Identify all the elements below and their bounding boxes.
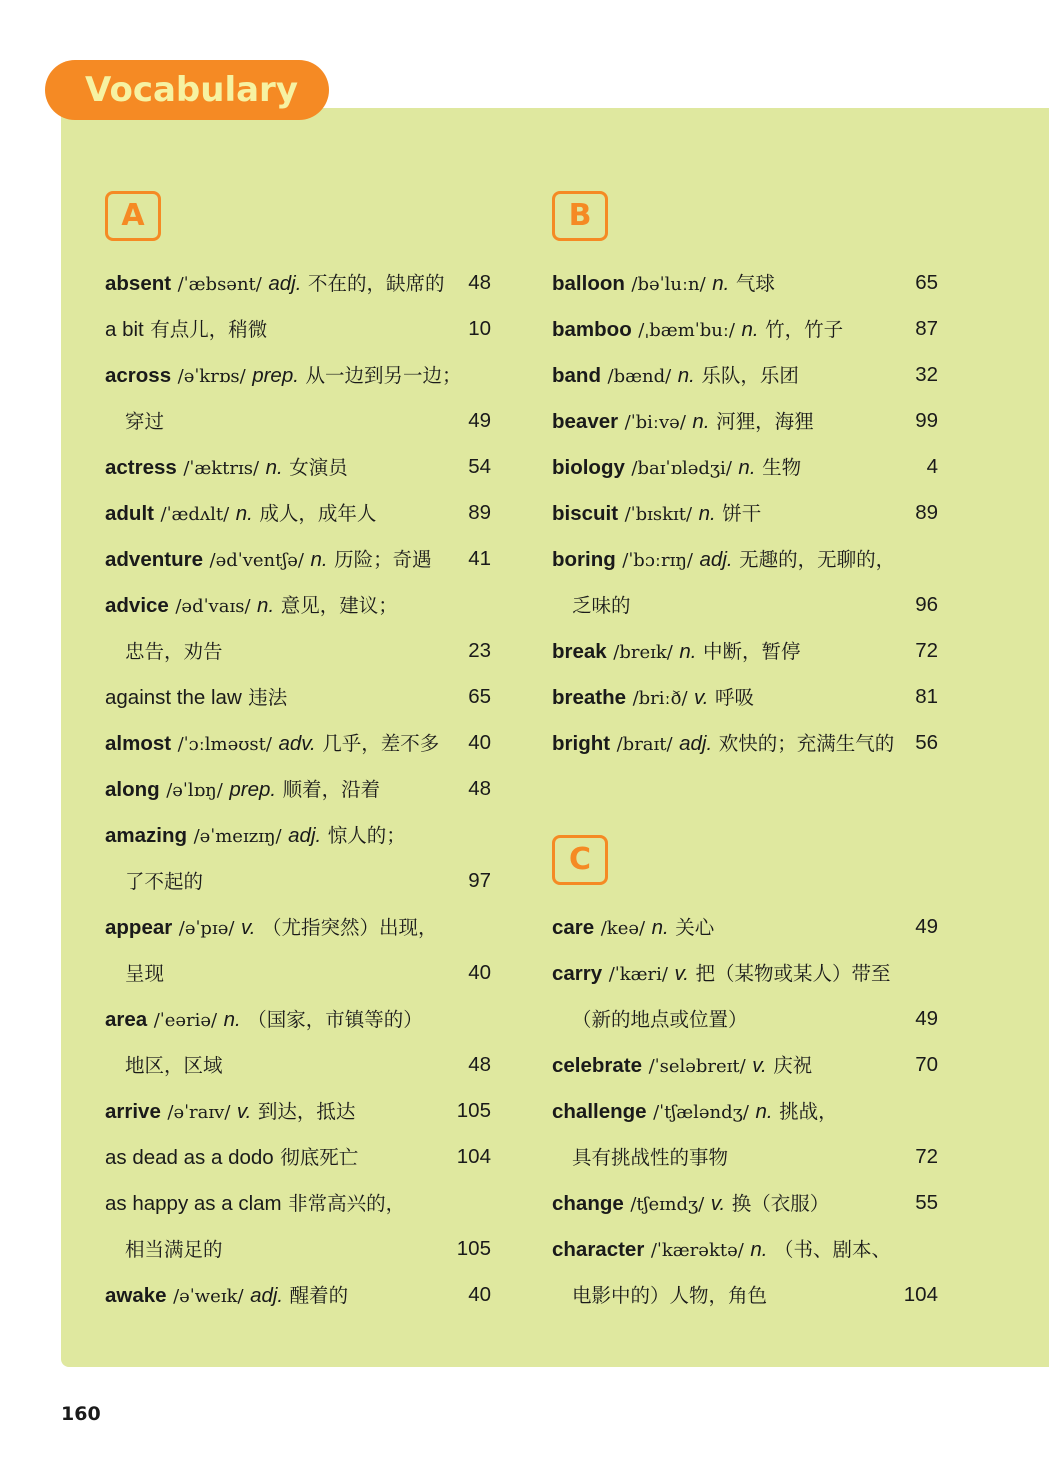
- vocab-entry: [105, 1281, 348, 1311]
- vocab-entry: [105, 1051, 223, 1080]
- vocab-entry: [552, 545, 895, 575]
- phonetic: /ˈæbsənt/: [177, 274, 262, 295]
- headword: biology: [552, 456, 625, 479]
- headword: amazing: [105, 824, 188, 847]
- phonetic: /braɪt/: [616, 734, 673, 755]
- definition: 穿过: [125, 410, 165, 433]
- definition: 历险；奇遇: [334, 548, 432, 571]
- phonetic: /ˈseləbreɪt/: [648, 1056, 746, 1077]
- part-of-speech: adj.: [288, 824, 322, 847]
- vocab-entry: [105, 637, 223, 666]
- definition: 气球: [735, 272, 775, 295]
- headword: break: [552, 640, 607, 663]
- headword: biscuit: [552, 502, 619, 525]
- vocab-entry: [552, 683, 754, 713]
- vocab-entry: [105, 1005, 423, 1035]
- part-of-speech: adv.: [278, 732, 316, 755]
- part-of-speech: prep.: [252, 364, 299, 387]
- page-title: Vocabulary: [45, 60, 329, 120]
- vocab-entry: [552, 269, 775, 299]
- definition: 饼干: [722, 502, 762, 525]
- phonetic: /ˈeəriə/: [153, 1010, 218, 1031]
- phonetic: /ˌbæmˈbuː/: [638, 320, 735, 341]
- phonetic: /ˈɔːlməʊst/: [177, 734, 272, 755]
- part-of-speech: n.: [257, 594, 275, 617]
- page-reference: 99: [915, 409, 938, 432]
- part-of-speech: n.: [265, 456, 283, 479]
- phonetic: /əˈpɪə/: [178, 918, 235, 939]
- vocab-entry: [552, 1143, 728, 1172]
- part-of-speech: n.: [750, 1238, 768, 1261]
- vocab-entry: [552, 591, 631, 620]
- headword: carry: [552, 962, 603, 985]
- part-of-speech: n.: [692, 410, 710, 433]
- phonetic: /ˈbɪskɪt/: [624, 504, 693, 525]
- vocab-entry: [552, 1189, 829, 1219]
- page-reference: 89: [915, 501, 938, 524]
- headword: celebrate: [552, 1054, 643, 1077]
- page-reference: 72: [915, 639, 938, 662]
- phonetic: /əˈlɒŋ/: [166, 780, 223, 801]
- part-of-speech: prep.: [229, 778, 277, 801]
- definition: 顺着，沿着: [282, 778, 381, 801]
- page-reference: 72: [915, 1145, 938, 1168]
- part-of-speech: v.: [240, 916, 256, 939]
- page-reference: 104: [903, 1283, 938, 1306]
- headword: awake: [105, 1284, 167, 1307]
- headword: arrive: [105, 1100, 161, 1123]
- phonetic: /ˈkærəktə/: [650, 1240, 744, 1261]
- vocab-entry: [105, 959, 164, 988]
- definition: 相当满足的: [125, 1238, 223, 1261]
- page-reference: 49: [915, 915, 938, 938]
- definition: 彻底死亡: [280, 1146, 359, 1169]
- vocab-entry: [105, 453, 348, 483]
- part-of-speech: adj.: [699, 548, 733, 571]
- part-of-speech: n.: [741, 318, 759, 341]
- page-reference: 40: [468, 731, 491, 754]
- page-reference: 54: [468, 455, 491, 478]
- vocab-entry: [105, 1143, 358, 1172]
- definition: 非常高兴的，: [288, 1192, 406, 1215]
- definition: 具有挑战性的事物: [572, 1146, 729, 1169]
- headword: character: [552, 1238, 645, 1261]
- vocab-entry: [552, 499, 761, 529]
- headword: band: [552, 364, 601, 387]
- page-reference: 105: [456, 1099, 491, 1122]
- definition: 生物: [762, 456, 802, 479]
- headword: change: [552, 1192, 624, 1215]
- definition: 把（某物或某人）带至: [695, 962, 891, 985]
- phonetic: /bænd/: [607, 366, 672, 387]
- vocab-entry: [105, 545, 432, 575]
- part-of-speech: v.: [694, 686, 709, 709]
- definition: 欢快的；充满生气的: [718, 732, 895, 755]
- phonetic: /tʃeɪndʒ/: [630, 1194, 705, 1215]
- phonetic: /ˈædʌlt/: [160, 504, 230, 525]
- definition: 关心: [675, 916, 715, 939]
- vocab-entry: [105, 867, 203, 896]
- definition: 意见，建议；: [280, 594, 398, 617]
- page-reference: 55: [915, 1191, 938, 1214]
- vocab-entry: [552, 407, 814, 437]
- page-reference: 23: [468, 639, 491, 662]
- phonetic: /breɪk/: [613, 642, 673, 663]
- definition: 乏味的: [572, 594, 631, 617]
- definition: 了不起的: [125, 870, 204, 893]
- headword: advice: [105, 594, 169, 617]
- part-of-speech: n.: [223, 1008, 241, 1031]
- vocab-entry: [552, 1005, 748, 1034]
- page-reference: 97: [468, 869, 491, 892]
- definition: （书、剧本、: [773, 1238, 891, 1261]
- part-of-speech: n.: [235, 502, 253, 525]
- headword: as happy as a clam: [105, 1192, 282, 1215]
- definition: （新的地点或位置）: [572, 1008, 748, 1031]
- headword: as dead as a dodo: [105, 1146, 274, 1169]
- vocab-entry: [105, 407, 164, 436]
- definition: 庆祝: [773, 1054, 813, 1077]
- headword: boring: [552, 548, 616, 571]
- headword: bright: [552, 732, 611, 755]
- headword: a bit: [105, 318, 144, 341]
- definition: 呼吸: [715, 686, 755, 709]
- definition: 醒着的: [289, 1284, 349, 1307]
- headword: against the law: [105, 686, 242, 709]
- part-of-speech: n.: [677, 364, 695, 387]
- vocab-entry: [552, 453, 801, 483]
- part-of-speech: v.: [674, 962, 689, 985]
- phonetic: /briːð/: [632, 688, 688, 709]
- headword: bamboo: [552, 318, 632, 341]
- definition: 电影中的）人物，角色: [572, 1284, 768, 1307]
- phonetic: /əˈraɪv/: [167, 1102, 231, 1123]
- vocab-entry: [105, 729, 439, 759]
- phonetic: /əˈkrɒs/: [177, 366, 246, 387]
- vocab-entry: [552, 1235, 891, 1265]
- definition: 竹，竹子: [765, 318, 844, 341]
- phonetic: /ədˈventʃə/: [209, 550, 304, 571]
- phonetic: /ˈtʃæləndʒ/: [653, 1102, 749, 1123]
- section-letter-b: B: [552, 191, 608, 241]
- part-of-speech: adj.: [268, 272, 302, 295]
- definition: 挑战，: [779, 1100, 838, 1123]
- definition: 换（衣服）: [731, 1192, 830, 1215]
- page-reference: 56: [915, 731, 938, 754]
- page-reference: 41: [468, 547, 491, 570]
- phonetic: /bəˈluːn/: [631, 274, 706, 295]
- definition: 成人，成年人: [259, 502, 377, 525]
- vocab-entry: [552, 1097, 838, 1127]
- headword: appear: [105, 916, 173, 939]
- definition: 地区，区域: [125, 1054, 223, 1077]
- vocab-entry: [105, 315, 267, 344]
- page-reference: 40: [468, 1283, 491, 1306]
- part-of-speech: n.: [712, 272, 730, 295]
- vocab-entry: [105, 269, 444, 299]
- page-reference: 32: [915, 363, 938, 386]
- part-of-speech: n.: [651, 916, 669, 939]
- page-reference: 48: [468, 1053, 491, 1076]
- definition: 中断，暂停: [703, 640, 801, 663]
- part-of-speech: n.: [679, 640, 697, 663]
- definition: 无趣的，无聊的，: [739, 548, 896, 571]
- headword: challenge: [552, 1100, 647, 1123]
- definition: 不在的，缺席的: [307, 272, 445, 295]
- phonetic: /ədˈvaɪs/: [175, 596, 251, 617]
- vocab-entry: [552, 315, 843, 345]
- page-reference: 81: [915, 685, 938, 708]
- page-reference: 49: [915, 1007, 938, 1030]
- page-reference: 48: [468, 271, 491, 294]
- part-of-speech: adj.: [679, 732, 713, 755]
- part-of-speech: v.: [752, 1054, 767, 1077]
- section-letter-c: C: [552, 835, 608, 885]
- headword: breathe: [552, 686, 627, 709]
- definition: 乐队，乐团: [701, 364, 799, 387]
- definition: 女演员: [289, 456, 348, 479]
- definition: 到达，抵达: [257, 1100, 356, 1123]
- page-reference: 105: [456, 1237, 491, 1260]
- headword: balloon: [552, 272, 625, 295]
- page-reference: 49: [468, 409, 491, 432]
- page-reference: 87: [915, 317, 938, 340]
- phonetic: /ˈbɔːrɪŋ/: [622, 550, 693, 571]
- part-of-speech: adj.: [250, 1284, 284, 1307]
- vocab-entry: [552, 1051, 812, 1081]
- vocab-entry: [105, 361, 461, 391]
- headword: care: [552, 916, 595, 939]
- page-reference: 48: [468, 777, 491, 800]
- vocab-entry: [105, 1189, 405, 1218]
- phonetic: /əˈmeɪzɪŋ/: [193, 826, 282, 847]
- vocab-entry: [105, 913, 437, 943]
- page-reference: 70: [915, 1053, 938, 1076]
- page-reference: 89: [468, 501, 491, 524]
- vocab-entry: [105, 591, 398, 621]
- definition: 忠告，劝告: [125, 640, 223, 663]
- headword: almost: [105, 732, 172, 755]
- headword: beaver: [552, 410, 619, 433]
- page-reference: 4: [926, 455, 938, 478]
- phonetic: /keə/: [600, 918, 646, 939]
- definition: 有点儿，稍微: [150, 318, 268, 341]
- part-of-speech: n.: [738, 456, 756, 479]
- definition: （尤指突然）出现，: [261, 916, 438, 939]
- headword: adventure: [105, 548, 203, 571]
- part-of-speech: v.: [236, 1100, 252, 1123]
- page-reference: 96: [915, 593, 938, 616]
- vocab-entry: [552, 959, 890, 989]
- phonetic: /ˈbiːvə/: [624, 412, 686, 433]
- headword: area: [105, 1008, 148, 1031]
- definition: 违法: [248, 686, 288, 709]
- page-reference: 104: [456, 1145, 491, 1168]
- page-reference: 10: [468, 317, 491, 340]
- phonetic: /əˈweɪk/: [173, 1286, 244, 1307]
- headword: adult: [105, 502, 154, 525]
- phonetic: /ˈkæri/: [608, 964, 668, 985]
- phonetic: /baɪˈɒlədʒi/: [631, 458, 732, 479]
- phonetic: /ˈæktrɪs/: [183, 458, 260, 479]
- vocab-entry: [552, 361, 799, 391]
- vocab-entry: [105, 499, 376, 529]
- vocab-entry: [552, 1281, 767, 1310]
- definition: 几乎，差不多: [322, 732, 440, 755]
- definition: 呈现: [125, 962, 165, 985]
- vocab-entry: [552, 913, 714, 943]
- definition: 从一边到另一边；: [305, 364, 462, 387]
- vocab-entry: [105, 1235, 223, 1264]
- vocab-entry: [105, 821, 406, 851]
- vocab-entry: [105, 775, 380, 805]
- definition: 河狸，海狸: [716, 410, 814, 433]
- page-number: 160: [61, 1403, 101, 1425]
- headword: across: [105, 364, 172, 387]
- page-reference: 65: [468, 685, 491, 708]
- page-reference: 40: [468, 961, 491, 984]
- definition: （国家，市镇等的）: [247, 1008, 423, 1031]
- headword: absent: [105, 272, 172, 295]
- page-reference: 65: [915, 271, 938, 294]
- part-of-speech: v.: [710, 1192, 726, 1215]
- vocab-entry: [552, 729, 894, 759]
- vocab-entry: [552, 637, 801, 667]
- headword: along: [105, 778, 160, 801]
- vocab-entry: [105, 683, 287, 712]
- section-letter-a: A: [105, 191, 161, 241]
- definition: 惊人的；: [327, 824, 406, 847]
- part-of-speech: n.: [755, 1100, 773, 1123]
- part-of-speech: n.: [698, 502, 716, 525]
- vocab-entry: [105, 1097, 355, 1127]
- part-of-speech: n.: [310, 548, 328, 571]
- headword: actress: [105, 456, 177, 479]
